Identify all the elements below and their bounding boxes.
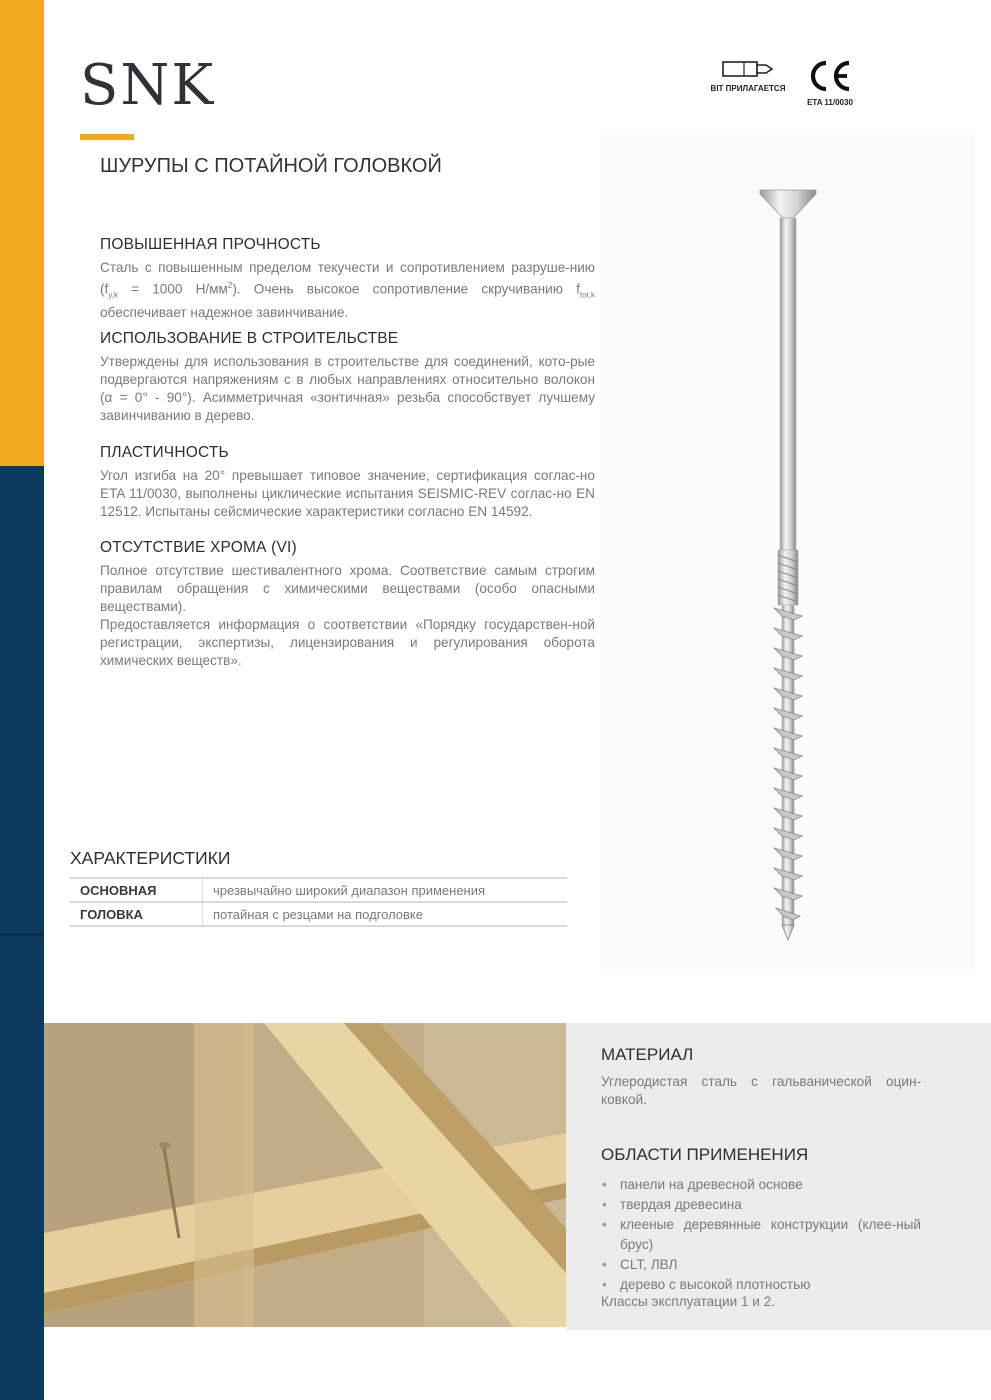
feature-text: Угол изгиба на 20° превышает типовое значение, сертификация соглас-но ETA 11/0030, выполнены циклические испытания SEISMIC-REV соглас-но EN 12512. Испытаны сейсмические характеристики согласно EN 14592.	[100, 468, 595, 519]
feature-strength	[100, 236, 595, 322]
feature-text: Утверждены для использования в строительстве для соединений, кото-рые подвергаются напряжениям с в любых направлениях относительно волокон (α = 0° - 90°). Асимметричная «зонтичная» резьба способствует лучшему завинчиванию в дерево.	[100, 354, 595, 423]
specs-section	[70, 848, 567, 927]
applications-heading: ОБЛАСТИ ПРИМЕНЕНИЯ	[601, 1145, 809, 1164]
application-photo	[44, 1023, 566, 1327]
feature-text: Полное отсутствие шестивалентного хрома. Соответствие самым строгим правилам обращения с химическими веществами (особо опасными веществами).	[100, 563, 595, 614]
title-underline	[80, 134, 134, 140]
bit-icon	[722, 60, 774, 78]
material-text: Углеродистая сталь с гальванической оцин-ковкой.	[601, 1074, 921, 1107]
feature-no-chrome	[100, 539, 595, 670]
specs-heading: ХАРАКТЕРИСТИКИ	[70, 848, 231, 868]
feature-text: Сталь с повышенным пределом текучести и сопротивлением разруше-нию ($f_{y,k} = 1000$ $Н/мм^2$). Очень высокое сопротивление скручиванию $f_{tor,k}$ обеспечивает надежное завинчивание.	[100, 260, 595, 321]
feature-plasticity	[100, 444, 595, 521]
material-heading: МАТЕРИАЛ	[601, 1045, 694, 1064]
cert-bit-included	[708, 60, 788, 93]
accent-stripe-orange	[0, 0, 44, 466]
service-classes: Классы эксплуатации 1 и 2.	[601, 1294, 776, 1309]
spec-key: ГОЛОВКА	[70, 902, 203, 926]
feature-heading: ОТСУТСТВИЕ ХРОМА (VI)	[100, 539, 297, 556]
feature-heading: ИСПОЛЬЗОВАНИЕ В СТРОИТЕЛЬСТВЕ	[100, 330, 399, 347]
product-image	[600, 130, 975, 970]
ce-mark-icon	[807, 60, 853, 92]
cert-ce	[800, 60, 860, 107]
spec-value: чрезвычайно широкий диапазон применения	[203, 878, 568, 902]
table-row	[70, 878, 567, 902]
stripe-divider	[0, 933, 44, 936]
feature-text-2: Предоставляется информация о соответствии «Порядку государствен-ной регистрации, экспертизы, лицензирования и регулирования оборота химических веществ».	[100, 617, 595, 668]
list-item: • CLT, ЛВЛ	[601, 1255, 921, 1275]
specs-table	[70, 877, 567, 927]
application-photo-illustration	[44, 1023, 566, 1327]
cert-bit-label: BIT ПРИЛАГАЕТСЯ	[710, 84, 786, 93]
table-row	[70, 902, 567, 926]
page-title: SNK	[80, 53, 216, 118]
applications-list	[601, 1175, 921, 1295]
feature-heading: ПОВЫШЕННАЯ ПРОЧНОСТЬ	[100, 236, 321, 253]
spec-value: потайная с резцами на подголовке	[203, 902, 568, 926]
cert-ce-label: ETA 11/0030	[807, 98, 853, 107]
page-subtitle: ШУРУПЫ С ПОТАЙНОЙ ГОЛОВКОЙ	[100, 155, 442, 177]
feature-construction	[100, 330, 595, 425]
list-item: • твердая древесина	[601, 1195, 921, 1215]
feature-heading: ПЛАСТИЧНОСТЬ	[100, 444, 229, 461]
spec-key: ОСНОВНАЯ	[70, 878, 203, 902]
list-item: • панели на древесной основе	[601, 1175, 921, 1195]
list-item: • клееные деревянные конструкции (клее-ный брус)	[601, 1215, 921, 1255]
list-item: • дерево с высокой плотностью	[601, 1275, 921, 1295]
screw-illustration	[600, 130, 975, 970]
material-panel	[566, 1023, 991, 1330]
